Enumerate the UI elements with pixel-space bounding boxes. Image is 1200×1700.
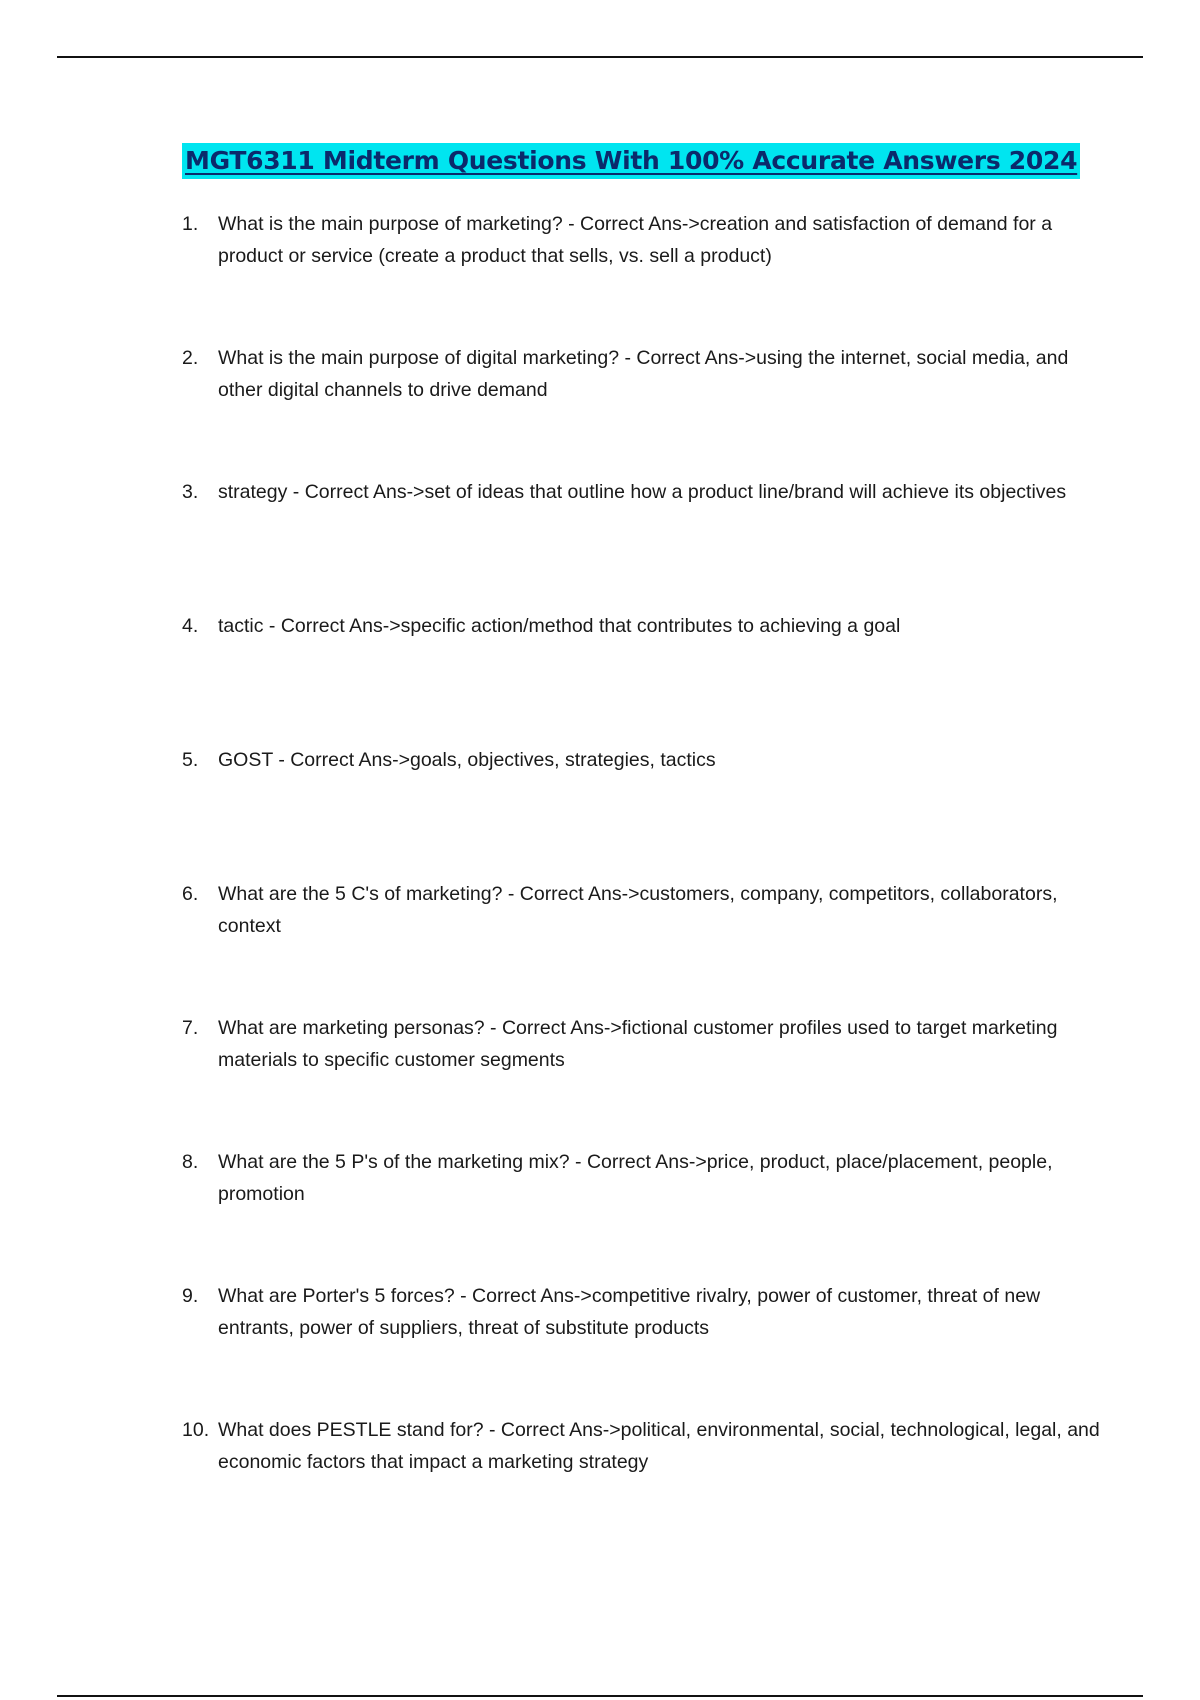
item-number: 2.: [182, 347, 199, 369]
item-number: 9.: [182, 1285, 199, 1307]
qa-item-6: [182, 878, 1102, 1012]
document-title: MGT6311 Midterm Questions With 100% Accurate Answers 2024: [182, 143, 1080, 179]
title-block: [182, 143, 1080, 179]
qa-item-10: [182, 1414, 1102, 1548]
item-text: What is the main purpose of marketing? - Correct Ans->creation and satisfaction of demand for a product or service (create a product that sells, vs. sell a product): [218, 213, 1053, 267]
item-text: What are marketing personas? - Correct Ans->fictional customer profiles used to target marketing materials to specific customer segments: [218, 1017, 1058, 1071]
item-text: What does PESTLE stand for? - Correct Ans->political, environmental, social, technological, legal, and economic factors that impact a marketing strategy: [218, 1419, 1100, 1473]
item-number: 10.: [182, 1419, 210, 1441]
item-text: What is the main purpose of digital marketing? - Correct Ans->using the internet, social media, and other digital channels to drive demand: [218, 347, 1069, 401]
qa-item-4: [182, 610, 1102, 744]
item-number: 6.: [182, 883, 199, 905]
item-number: 5.: [182, 749, 199, 771]
item-text: GOST - Correct Ans->goals, objectives, strategies, tactics: [218, 749, 716, 771]
qa-item-7: [182, 1012, 1102, 1146]
item-number: 8.: [182, 1151, 199, 1173]
item-text: What are Porter's 5 forces? - Correct Ans->competitive rivalry, power of customer, threat of new entrants, power of suppliers, threat of substitute products: [218, 1285, 1041, 1339]
qa-item-9: [182, 1280, 1102, 1414]
qa-item-8: [182, 1146, 1102, 1280]
item-number: 4.: [182, 615, 199, 637]
item-number: 7.: [182, 1017, 199, 1039]
item-number: 1.: [182, 213, 199, 235]
qa-item-1: [182, 208, 1102, 342]
item-text: strategy - Correct Ans->set of ideas that outline how a product line/brand will achieve its objectives: [218, 481, 1067, 503]
item-text: tactic - Correct Ans->specific action/method that contributes to achieving a goal: [218, 615, 901, 637]
qa-item-5: [182, 744, 1102, 878]
item-text: What are the 5 P's of the marketing mix? - Correct Ans->price, product, place/placement, people, promotion: [218, 1151, 1053, 1205]
qa-item-3: [182, 476, 1102, 610]
qa-list: [182, 208, 1102, 1548]
bottom-rule: [57, 1695, 1143, 1697]
top-rule: [57, 56, 1143, 58]
qa-item-2: [182, 342, 1102, 476]
item-number: 3.: [182, 481, 199, 503]
item-text: What are the 5 C's of marketing? - Correct Ans->customers, company, competitors, collaborators, context: [218, 883, 1058, 937]
